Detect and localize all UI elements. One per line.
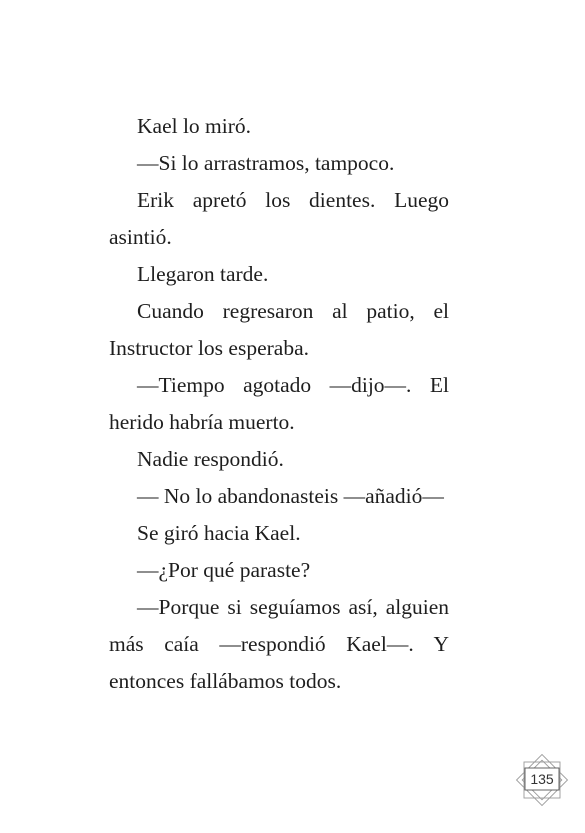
paragraph: Kael lo miró.: [137, 114, 252, 138]
paragraph: Cuando regresaron al patio, el Instructor los esperaba.: [109, 299, 449, 360]
paragraph: Erik apretó los dientes. Luego asintió.: [109, 188, 449, 249]
paragraph: —Si lo arrastramos, tampoco.: [137, 151, 395, 175]
paragraph: —Porque si seguíamos así, alguien más caía —respondió Kael—. Y entonces fallábamos todos.: [109, 595, 449, 693]
paragraph: Llegaron tarde.: [137, 262, 269, 286]
paragraph: Nadie respondió.: [137, 447, 284, 471]
paragraph: —Tiempo agotado —dijo—. El herido habría muerto.: [109, 373, 449, 434]
paragraph: —¿Por qué paraste?: [137, 558, 311, 582]
body-text: [109, 108, 449, 700]
paragraph: — No lo abandonasteis —añadió—: [137, 484, 444, 508]
page-number: 135: [530, 771, 554, 787]
page-number-ornament: [512, 750, 572, 810]
paragraph: Se giró hacia Kael.: [137, 521, 301, 545]
